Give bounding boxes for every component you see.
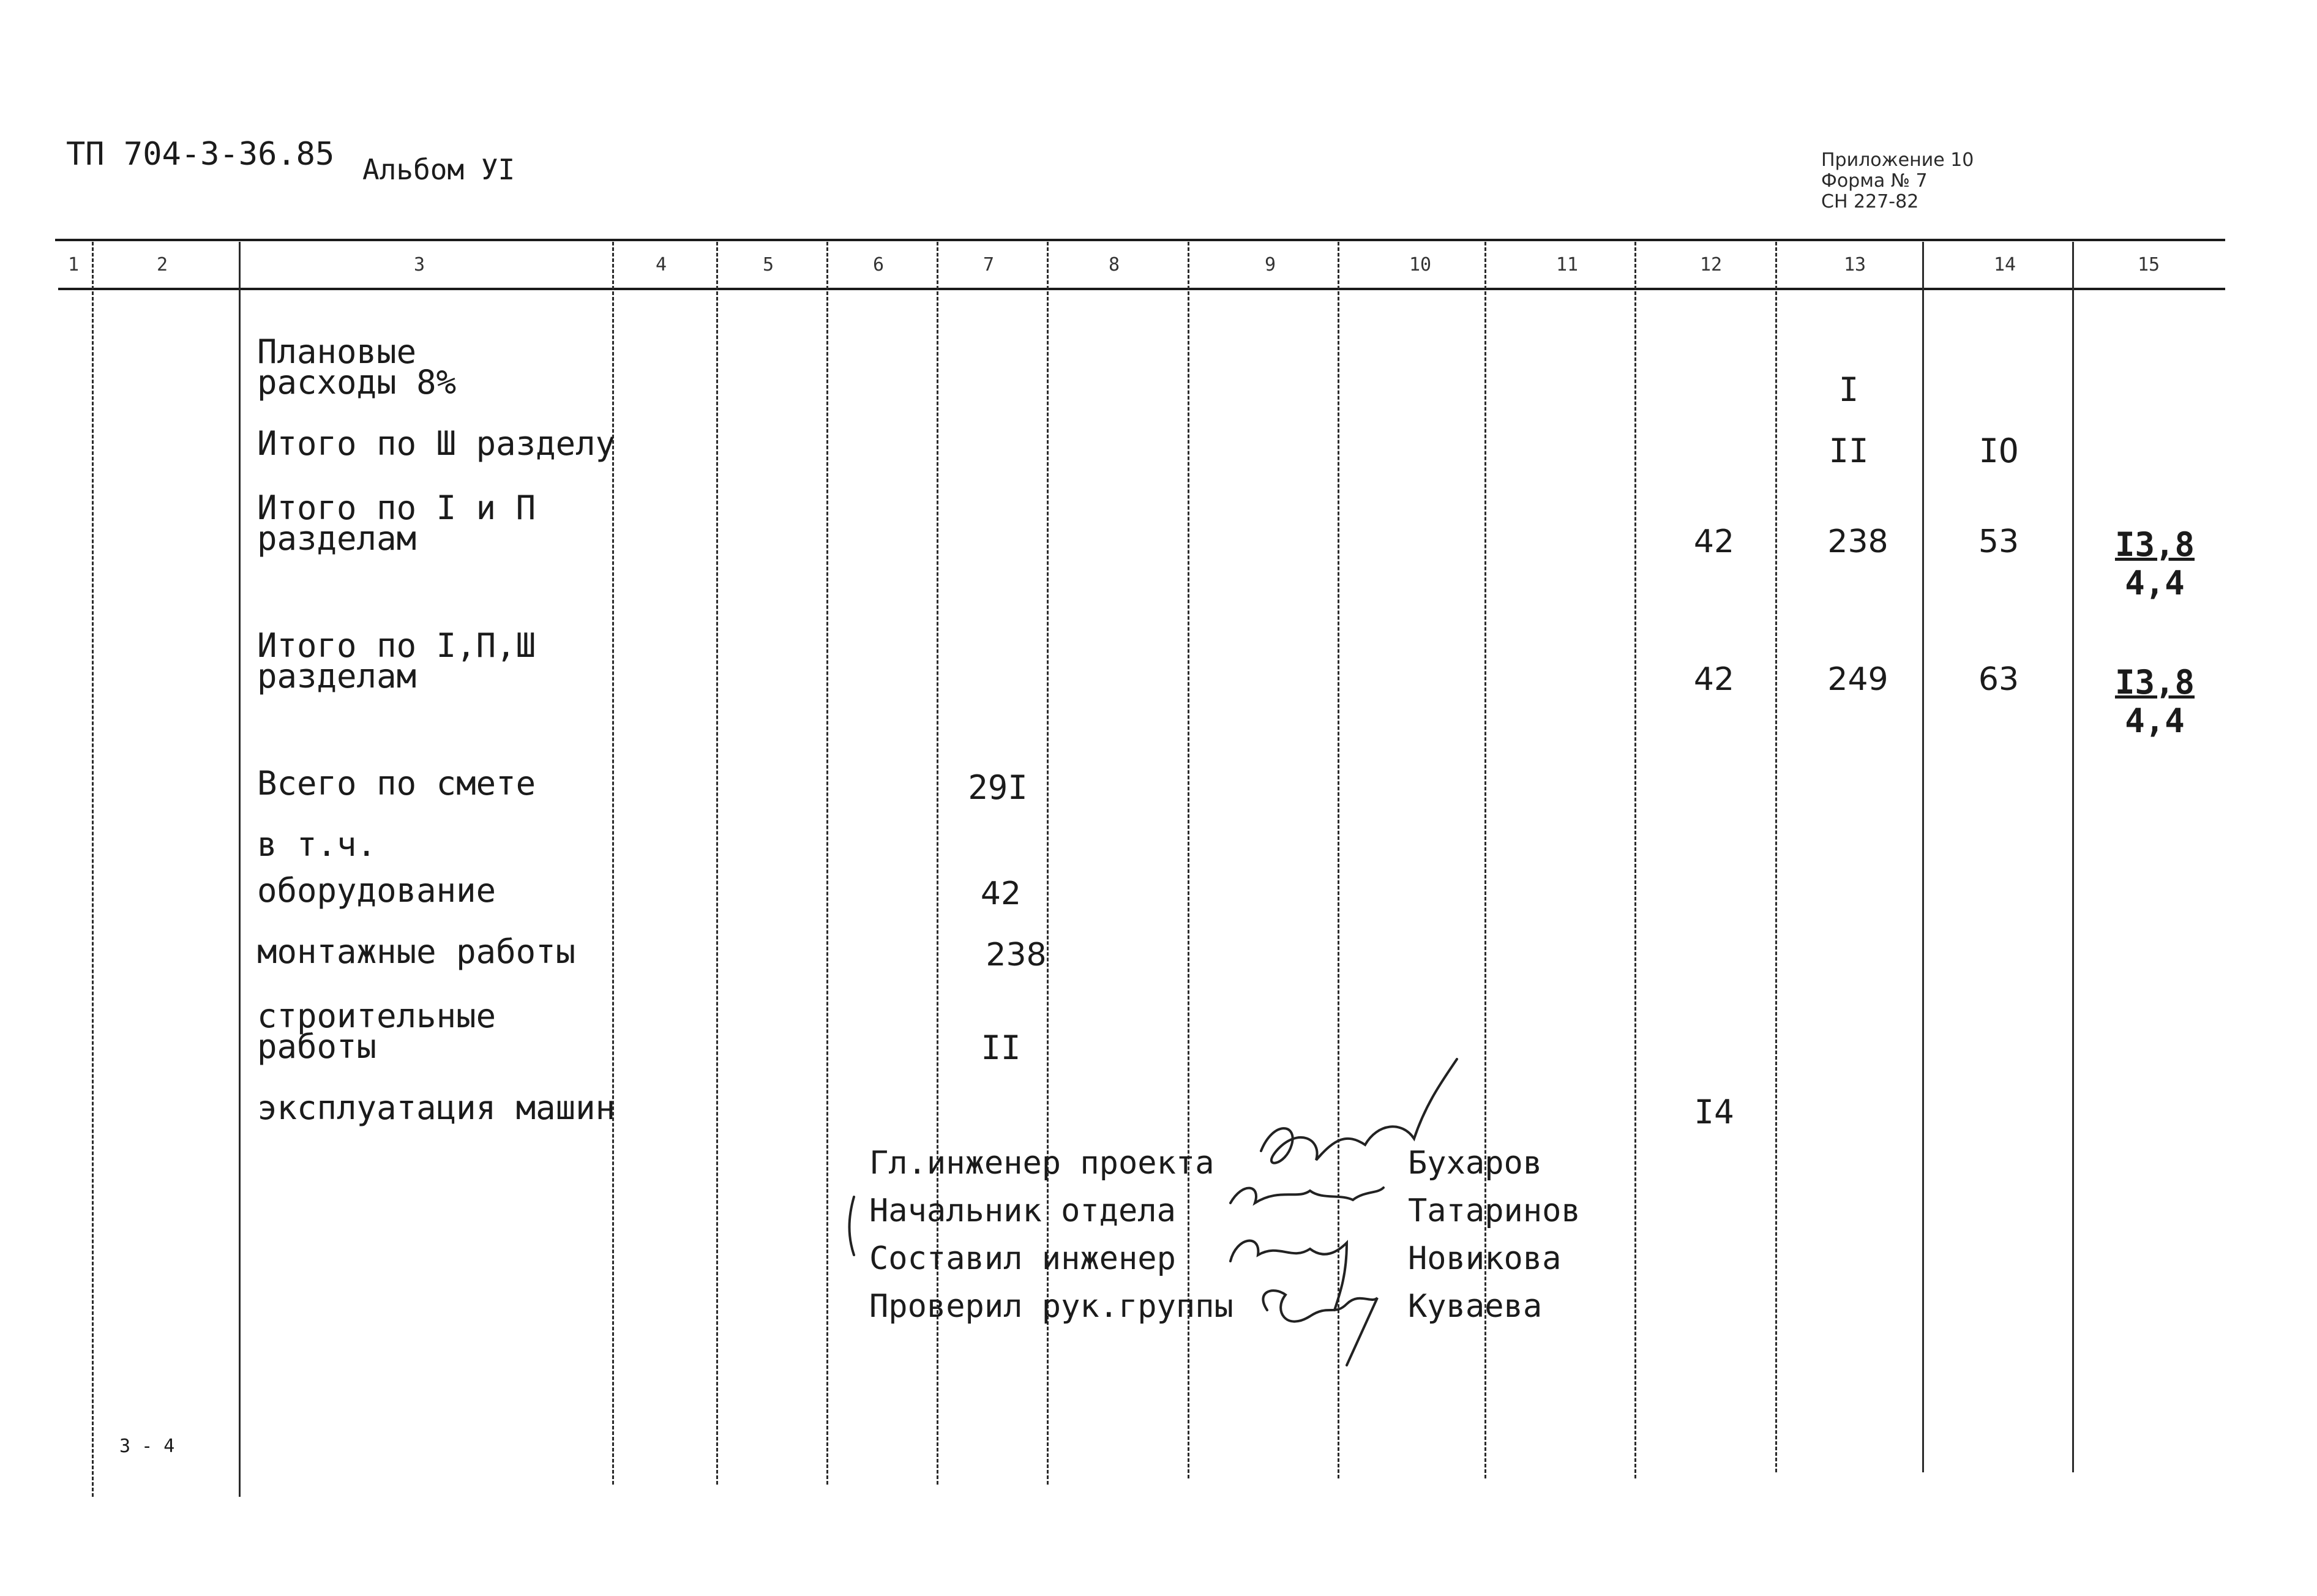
cell-col14: 53 xyxy=(1978,523,2019,560)
fraction-denominator: 4,4 xyxy=(2125,564,2185,602)
signature-scribble xyxy=(1263,1291,1377,1365)
signature-scribble xyxy=(1261,1059,1457,1163)
column-number: 12 xyxy=(1699,254,1723,275)
fraction-numerator: I3,8 xyxy=(2114,525,2195,564)
cell-col7: 29I xyxy=(968,768,1028,807)
row-label: эксплуатация машин xyxy=(257,1088,616,1127)
cell-col7: 238 xyxy=(986,937,1047,973)
column-number: 3 xyxy=(413,254,425,275)
column-number: 14 xyxy=(1993,254,2016,275)
signature-role: Начальник отдела xyxy=(869,1193,1176,1229)
cell-col12: 42 xyxy=(1693,523,1735,560)
cell-col12: I4 xyxy=(1694,1093,1734,1131)
signature-role: Гл.инженер проекта xyxy=(869,1145,1215,1182)
document-code: ТП 704-3-36.85 xyxy=(66,136,335,173)
column-number: 8 xyxy=(1108,254,1120,275)
cell-col13: 238 xyxy=(1827,523,1888,560)
column-number: 4 xyxy=(655,254,667,275)
signature-scribble xyxy=(1230,1241,1347,1310)
column-number: 7 xyxy=(983,254,995,275)
form-number-line: Форма № 7 xyxy=(1821,170,1928,192)
column-number: 13 xyxy=(1843,254,1866,275)
page-number: 3 - 4 xyxy=(119,1436,175,1457)
row-label: Плановые расходы 8% xyxy=(257,332,457,402)
norm-reference-line: СН 227-82 xyxy=(1821,191,1919,212)
row-label: в т.ч. xyxy=(257,825,377,864)
fraction-numerator: I3,8 xyxy=(2114,663,2195,702)
signature-name: Татаринов xyxy=(1408,1193,1581,1229)
column-number: 15 xyxy=(2137,254,2160,275)
signature-name: Новикова xyxy=(1408,1240,1562,1277)
cell-col12: 42 xyxy=(1693,661,1735,698)
signature-scribble xyxy=(1230,1188,1383,1203)
column-number: 11 xyxy=(1555,254,1579,275)
row-label: строительные работы xyxy=(257,997,496,1066)
column-number: 1 xyxy=(67,254,80,275)
row-label: оборудование xyxy=(257,871,496,910)
row-label: Всего по смете xyxy=(257,764,536,803)
column-number: 5 xyxy=(762,254,774,275)
signature-role: Составил инженер xyxy=(869,1240,1176,1277)
row-label: монтажные работы xyxy=(257,932,576,971)
cell-col14: 63 xyxy=(1978,661,2019,698)
row-label: Итого по Ш разделу xyxy=(257,424,616,463)
cell-col14: IO xyxy=(1978,432,2019,470)
row-label: Итого по I,П,Ш разделам xyxy=(257,626,536,695)
cell-col7: II xyxy=(981,1028,1021,1067)
cell-col13: I xyxy=(1838,370,1859,409)
appendix-line: Приложение 10 xyxy=(1821,149,1974,171)
column-number: 6 xyxy=(872,254,885,275)
cell-col13: II xyxy=(1829,432,1869,470)
row-label: Итого по I и П разделам xyxy=(257,489,536,558)
bracket-mark xyxy=(850,1197,855,1255)
fraction-denominator: 4,4 xyxy=(2125,702,2185,740)
album-label: Альбом УI xyxy=(362,153,515,186)
cell-col13: 249 xyxy=(1827,661,1888,698)
cell-col7: 42 xyxy=(980,875,1022,912)
column-number: 10 xyxy=(1409,254,1432,275)
signature-name: Куваева xyxy=(1408,1288,1543,1325)
column-number: 2 xyxy=(156,254,168,275)
signature-name: Бухаров xyxy=(1408,1145,1543,1182)
signature-role: Проверил рук.группы xyxy=(869,1288,1233,1325)
column-number: 9 xyxy=(1264,254,1276,275)
